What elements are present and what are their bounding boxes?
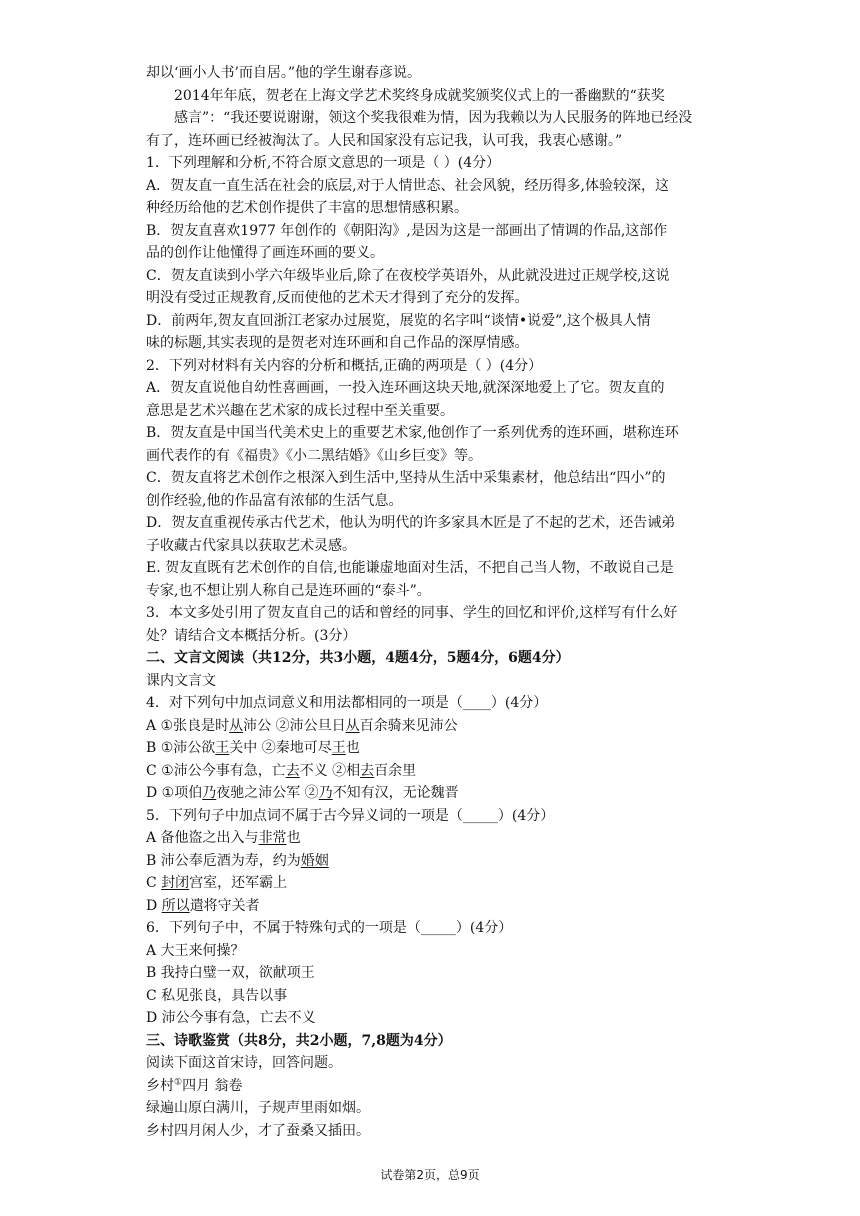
marked-word: 婚姻 xyxy=(300,852,329,869)
text-segment: 四月 翁卷 xyxy=(182,1077,243,1094)
text-segment: 不知有汉，无论魏晋 xyxy=(332,785,459,801)
text-segment: 味的标题,其实表现的是贺老对连环画和自己作品的深厚情感。 xyxy=(146,335,529,351)
text-segment: B 我持白璧一双，欲献项王 xyxy=(146,965,315,981)
text-segment: 5．下列句子中加点词不属于古今异义词的一项是（_____）(4分） xyxy=(146,807,555,824)
text-segment: D ①项伯 xyxy=(146,785,203,801)
text-segment: 三、诗歌鉴赏（共8分，共2小题，7,8题为4分） xyxy=(146,1032,452,1049)
text-segment: 也 xyxy=(286,830,301,846)
text-segment: D xyxy=(146,897,162,914)
text-line xyxy=(146,220,722,243)
marked-word: 去 xyxy=(285,762,300,779)
text-segment: 课内文言文 xyxy=(146,672,216,689)
text-segment: E. 贺友直既有艺术创作的自信,也能谦虚地面对生活，不把自己当人物，不敢说自己是 xyxy=(146,560,674,576)
text-segment: 乡村四月闲人少，才了蚕桑又插田。 xyxy=(146,1122,370,1139)
text-line xyxy=(146,332,722,355)
text-segment: 乡村 xyxy=(146,1077,174,1094)
text-line xyxy=(146,445,722,468)
text-segment: 6．下列句子中，不属于特殊句式的一项是（_____）(4分） xyxy=(146,920,513,936)
text-segment: B ①沛公欲 xyxy=(146,740,216,756)
text-segment: A．贺友直说他自幼性喜画画，一投入连环画这块天地,就深深地爱上了它。贺友直的 xyxy=(146,380,665,396)
text-segment: 不义 ②相 xyxy=(299,762,361,779)
page-footer: 试卷第2页，总9页 xyxy=(380,1168,480,1182)
text-segment: 遣将守关者 xyxy=(189,897,260,914)
text-line xyxy=(146,265,722,288)
text-segment: 子收藏古代家具以获取艺术灵感。 xyxy=(146,537,356,554)
text-line xyxy=(146,692,722,715)
text-segment: C．贺友直读到小学六年级毕业后,除了在夜校学英语外，从此就没进过正规学校,这说 xyxy=(146,267,670,284)
text-segment: 宫室，还军霸上 xyxy=(189,875,288,891)
text-segment: 有了，连环画已经被淘汰了。人民和国家没有忘记我，认可我，我衷心感谢。” xyxy=(146,132,623,149)
text-line xyxy=(146,242,722,265)
text-line xyxy=(146,175,722,198)
text-segment: D．贺友直重视传承古代艺术，他认为明代的许多家具木匠是了不起的艺术，还告诫弟 xyxy=(146,515,676,531)
text-line xyxy=(146,625,722,648)
text-segment: 夜驰之沛公军 ② xyxy=(216,785,319,801)
text-line xyxy=(146,197,722,220)
text-line xyxy=(146,850,722,873)
text-line xyxy=(146,580,722,603)
text-line xyxy=(146,602,722,625)
footnote-marker: ① xyxy=(174,1076,183,1087)
text-line xyxy=(146,107,722,130)
marked-word: 王 xyxy=(215,740,230,756)
text-segment: C．贺友直将艺术创作之根深入到生活中,坚持从生活中采集素材，他总结出“四小”的 xyxy=(146,470,666,486)
text-line xyxy=(146,377,722,400)
text-line xyxy=(146,715,722,738)
text-line xyxy=(146,1052,722,1075)
text-segment: C 私见张良，具告以事 xyxy=(146,987,288,1004)
text-line xyxy=(146,490,722,513)
text-line xyxy=(146,1097,722,1120)
document-body xyxy=(146,62,722,1142)
marked-word: 王 xyxy=(331,740,346,756)
text-segment: 阅读下面这首宋诗，回答问题。 xyxy=(146,1055,342,1071)
text-line xyxy=(146,737,722,760)
text-segment: B 沛公奉卮酒为寿，约为 xyxy=(146,852,301,869)
text-segment: 处？请结合文本概括分析。(3分） xyxy=(146,627,357,644)
marked-word: 所以 xyxy=(161,897,190,914)
text-segment: 1．下列理解和分析,不符合原文意思的一项是（ ）(4分） xyxy=(146,155,501,171)
text-line xyxy=(146,85,722,108)
text-segment: D．前两年,贺友直回浙江老家办过展览，展览的名字叫“谈情•说爱”,这个极具人情 xyxy=(146,312,651,329)
text-line xyxy=(146,535,722,558)
text-segment: 2014年年底，贺老在上海文学艺术奖终身成就奖颁奖仪式上的一番幽默的“获奖 xyxy=(174,87,665,104)
text-segment: 4．对下列句中加点词意义和用法都相同的一项是（____）(4分） xyxy=(146,695,548,711)
text-line xyxy=(146,130,722,153)
text-line xyxy=(146,827,722,850)
text-segment: 沛公 ②沛公旦日 xyxy=(243,717,346,734)
text-segment: 百余里 xyxy=(374,762,417,779)
text-line xyxy=(146,152,722,175)
text-line xyxy=(146,310,722,333)
text-line xyxy=(146,287,722,310)
text-line xyxy=(146,940,722,963)
text-line xyxy=(146,557,722,580)
text-segment: 专家,也不想让别人称自己是连环画的“泰斗”。 xyxy=(146,582,431,599)
text-line xyxy=(146,400,722,423)
text-line xyxy=(146,422,722,445)
text-segment: 绿遍山原白满川，子规声里雨如烟。 xyxy=(146,1100,370,1116)
text-segment: 感言”：“我还要说谢谢，领这个奖我很难为情，因为我赖以为人民服务的阵地已经没 xyxy=(174,110,693,126)
text-segment: B．贺友直喜欢1977 年创作的《朝阳沟》,是因为这是一部画出了情调的作品,这部作 xyxy=(146,222,668,239)
text-segment: D 沛公今事有急，亡去不义 xyxy=(146,1010,316,1026)
text-segment: 明没有受过正规教育,反而使他的艺术天才得到了充分的发挥。 xyxy=(146,290,529,306)
text-line xyxy=(146,1075,722,1098)
text-segment: 创作经验,他的作品富有浓郁的生活气息。 xyxy=(146,492,403,509)
text-segment: 2．下列对材料有关内容的分析和概括,正确的两项是（ ）(4分） xyxy=(146,357,543,374)
text-segment: B．贺友直是中国当代美术史上的重要艺术家,他创作了一系列优秀的连环画，堪称连环 xyxy=(146,425,679,441)
text-line xyxy=(146,355,722,378)
text-segment: 种经历给他的艺术创作提供了丰富的思想情感积累。 xyxy=(146,200,468,216)
text-segment: A ①张良是时 xyxy=(146,717,230,734)
marked-word: 从 xyxy=(345,717,360,734)
text-line xyxy=(146,917,722,940)
text-segment: A 大王来何操？ xyxy=(146,942,245,959)
text-line xyxy=(146,1120,722,1143)
text-segment: 品的创作让他懂得了画连环画的要义。 xyxy=(146,245,384,261)
text-segment: 二、文言文阅读（共12分，共3小题，4题4分，5题4分，6题4分） xyxy=(146,650,570,666)
marked-word: 乃 xyxy=(318,785,333,801)
marked-word: 非常 xyxy=(258,830,287,846)
text-line xyxy=(146,962,722,985)
text-line xyxy=(146,760,722,783)
text-segment: C ①沛公今事有急，亡 xyxy=(146,762,286,779)
text-segment: C xyxy=(146,875,162,891)
text-segment: 3．本文多处引用了贺友直自己的话和曾经的同事、学生的回忆和评价,这样写有什么好 xyxy=(146,605,678,621)
marked-word: 去 xyxy=(360,762,375,779)
text-line xyxy=(146,895,722,918)
text-line xyxy=(146,512,722,535)
text-segment: 却以‘画小人书’而自居。”他的学生谢春彦说。 xyxy=(146,65,422,81)
text-segment: 百余骑来见沛公 xyxy=(359,717,458,734)
marked-word: 封闭 xyxy=(161,875,190,891)
section-heading xyxy=(146,647,722,670)
text-segment: 关中 ②秦地可尽 xyxy=(229,740,332,756)
text-segment: A．贺友直一直生活在社会的底层,对于人情世态、社会风貌，经历得多,体验较深，这 xyxy=(146,177,670,194)
text-segment: 也 xyxy=(345,740,360,756)
text-segment: A 备他盗之出入与 xyxy=(146,830,259,846)
text-line xyxy=(146,1007,722,1030)
text-line xyxy=(146,467,722,490)
text-line xyxy=(146,782,722,805)
text-line xyxy=(146,985,722,1008)
marked-word: 从 xyxy=(229,717,244,734)
text-segment: 意思是艺术兴趣在艺术家的成长过程中至关重要。 xyxy=(146,402,454,419)
marked-word: 乃 xyxy=(202,785,217,801)
text-line xyxy=(146,872,722,895)
section-heading xyxy=(146,1030,722,1053)
text-line xyxy=(146,670,722,693)
text-line xyxy=(146,62,722,85)
text-line xyxy=(146,805,722,828)
text-segment: 画代表作的有《福贵》《小二黑结婚》《山乡巨变》等。 xyxy=(146,447,482,464)
